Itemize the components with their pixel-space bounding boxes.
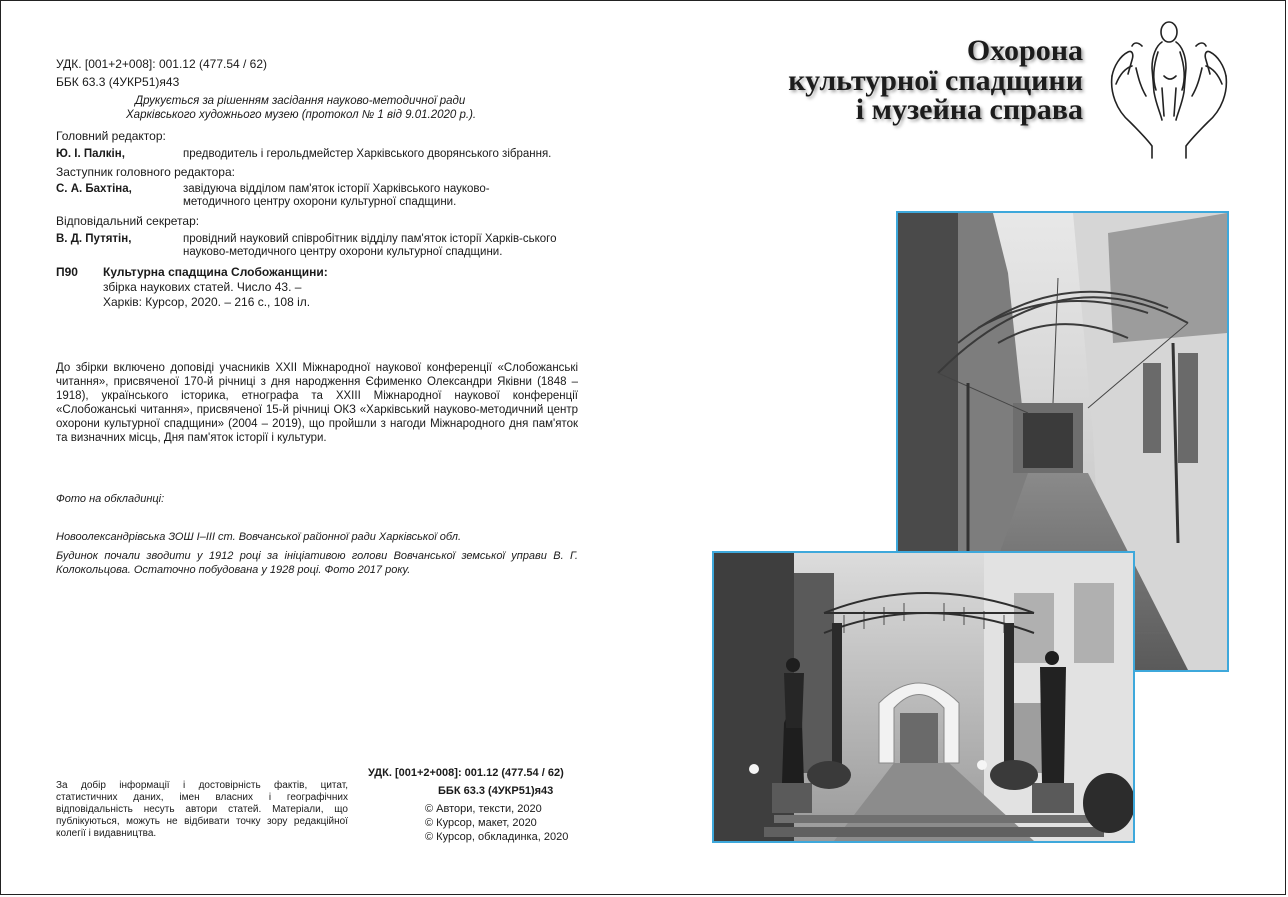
photo-caption-2: Будинок почали зводити у 1912 році за ініціативою голови Вовчанської земської управи В. Г. Колокольцова. Остаточно побудована у 1928 році. Фото 2017 року. [56,550,578,576]
disclaimer: За добір інформації і достовірність фактів, цитат, статистичних даних, імен власних і географічних відповідальність несуть автори статей. Матеріали, що публікуються, можуть не відбивати точку зору редакційної колегії і видавництва. [56,780,348,839]
udk-top: УДК. [001+2+008]: 001.12 (477.54 / 62) [56,57,268,71]
copyright-cover: © Курсор, обкладинка, 2020 [425,831,569,843]
hands-figure-icon [1106,16,1232,162]
cover-title [788,36,1083,124]
udk-bottom: УДК. [001+2+008]: 001.12 (477.54 / 62) [368,767,564,779]
catalog-code: П90 [56,265,78,279]
deputy-name: С. А. Бахтіна, [56,183,132,195]
secretary-desc: провідний науковий співробітник відділу пам'яток історії Харків-ського науково-методичного центру охорони культурної спадщини. [183,233,557,258]
deputy-desc: завідуюча відділом пам'яток історії Харківського науково-методичного центру охорони культурної спадщини. [183,183,490,208]
secretary-name: В. Д. Путятін, [56,233,132,245]
copyright-authors: © Автори, тексти, 2020 [425,803,542,815]
deputy-label: Заступник головного редактора: [56,165,235,179]
catalog-title: Культурна спадщина Слобожанщини: [103,265,328,279]
catalog-entry [56,265,556,315]
photo-caption-1: Новоолександрівська ЗОШ І–ІІІ ст. Вовчанської районної ради Харківської обл. [56,531,462,543]
bbk-bottom: ББК 63.3 (4УКР51)я43 [438,785,554,797]
editor-row [56,148,586,162]
editor-label: Головний редактор: [56,129,166,143]
catalog-line-3: Харків: Курсор, 2020. – 216 с., 108 іл. [103,295,311,309]
deputy-row [56,183,586,211]
title-line-3: і музейна справа [855,93,1083,126]
editor-name: Ю. І. Палкін, [56,148,125,160]
approval-line-1: Друкується за рішенням засідання науково-методичної ради [135,95,466,107]
bbk-top: ББК 63.3 (4УКР51)я43 [56,75,180,89]
secretary-row [56,233,586,261]
catalog-line-2: збірка наукових статей. Число 43. – [103,280,302,294]
cover-photo-courtyard [712,551,1135,843]
approval-line-2: Харківського художнього музею (протокол № 1 від 9.01.2020 р.). [126,109,477,121]
title-line-1: Охорона [966,34,1083,67]
editor-desc: предводитель і герольдмейстер Харківського дворянського зібрання. [183,148,552,160]
abstract: До збірки включено доповіді учасників XXII Міжнародної наукової конференції «Слобожанські читання», присвяченої 170-й річниці з дня народження Єфименко Олександри Яківни (1848 – 1918), українського історика, етнографа та XXIII Міжнародної наукової конференції «Слобожанські читання», присвяченої 15-й річниці ОКЗ «Харківський науково-методичний центр охорони культурної спадщини» (2004 – 2019), що пройшли з нагоди Міжнародного дня пам'яток та визначних місць, Дня пам'яток історії і культури. [56,362,578,444]
photo-label: Фото на обкладинці: [56,493,165,505]
copyright-layout: © Курсор, макет, 2020 [425,817,537,829]
title-line-2: культурної спадщини [788,64,1083,97]
secretary-label: Відповідальний секретар: [56,214,200,228]
